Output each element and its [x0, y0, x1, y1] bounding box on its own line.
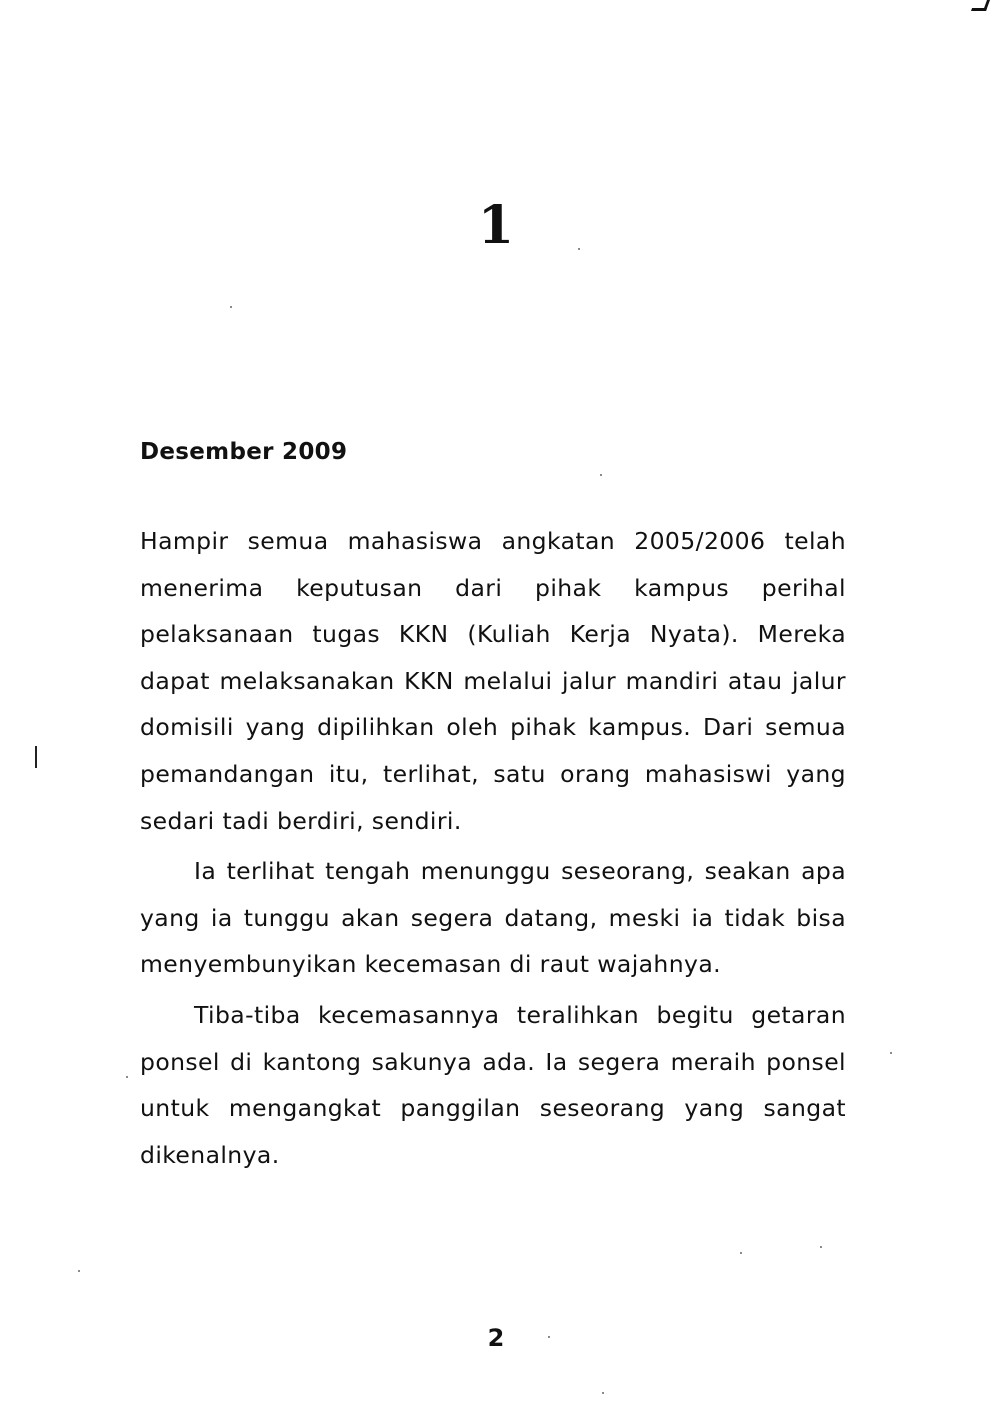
scan-speck	[600, 474, 602, 476]
scan-speck	[126, 1076, 128, 1078]
scan-speck	[602, 1392, 604, 1394]
margin-mark	[35, 746, 37, 768]
paragraph-3: Tiba-tiba kecemasannya teralihkan begitu getaran ponsel di kantong sakunya ada. Ia segera meraih ponsel untuk mengangkat panggilan seseorang yang sangat dikenalnya.	[140, 1000, 846, 1169]
scan-speck	[78, 1270, 80, 1272]
paragraph-1: Hampir semua mahasiswa angkatan 2005/2006 telah menerima keputusan dari pihak kampus perihal pelaksanaan tugas KKN (Kuliah Kerja Nyata). Mereka dapat melaksanakan KKN melalui jalur mandiri atau jalur domisili yang dipilihkan oleh pihak kampus. Dari semua pemandangan itu, terlihat, satu orang mahasiswi yang sedari tadi berdiri, sendiri.	[140, 527, 846, 835]
page-number: 2	[487, 1324, 505, 1352]
chapter-body	[140, 518, 846, 1182]
chapter-number: 1	[477, 195, 515, 256]
scan-corner-mark	[971, 0, 990, 11]
chapter-date-heading: Desember 2009	[140, 439, 348, 465]
scan-speck	[820, 1246, 822, 1248]
scan-speck	[230, 306, 232, 308]
scan-speck	[890, 1052, 892, 1054]
scan-speck	[578, 248, 580, 250]
scan-speck	[740, 1252, 742, 1254]
paragraph-2: Ia terlihat tengah menunggu seseorang, seakan apa yang ia tunggu akan segera datang, meski ia tidak bisa menyembunyikan kecemasan di raut wajahnya.	[140, 857, 846, 979]
